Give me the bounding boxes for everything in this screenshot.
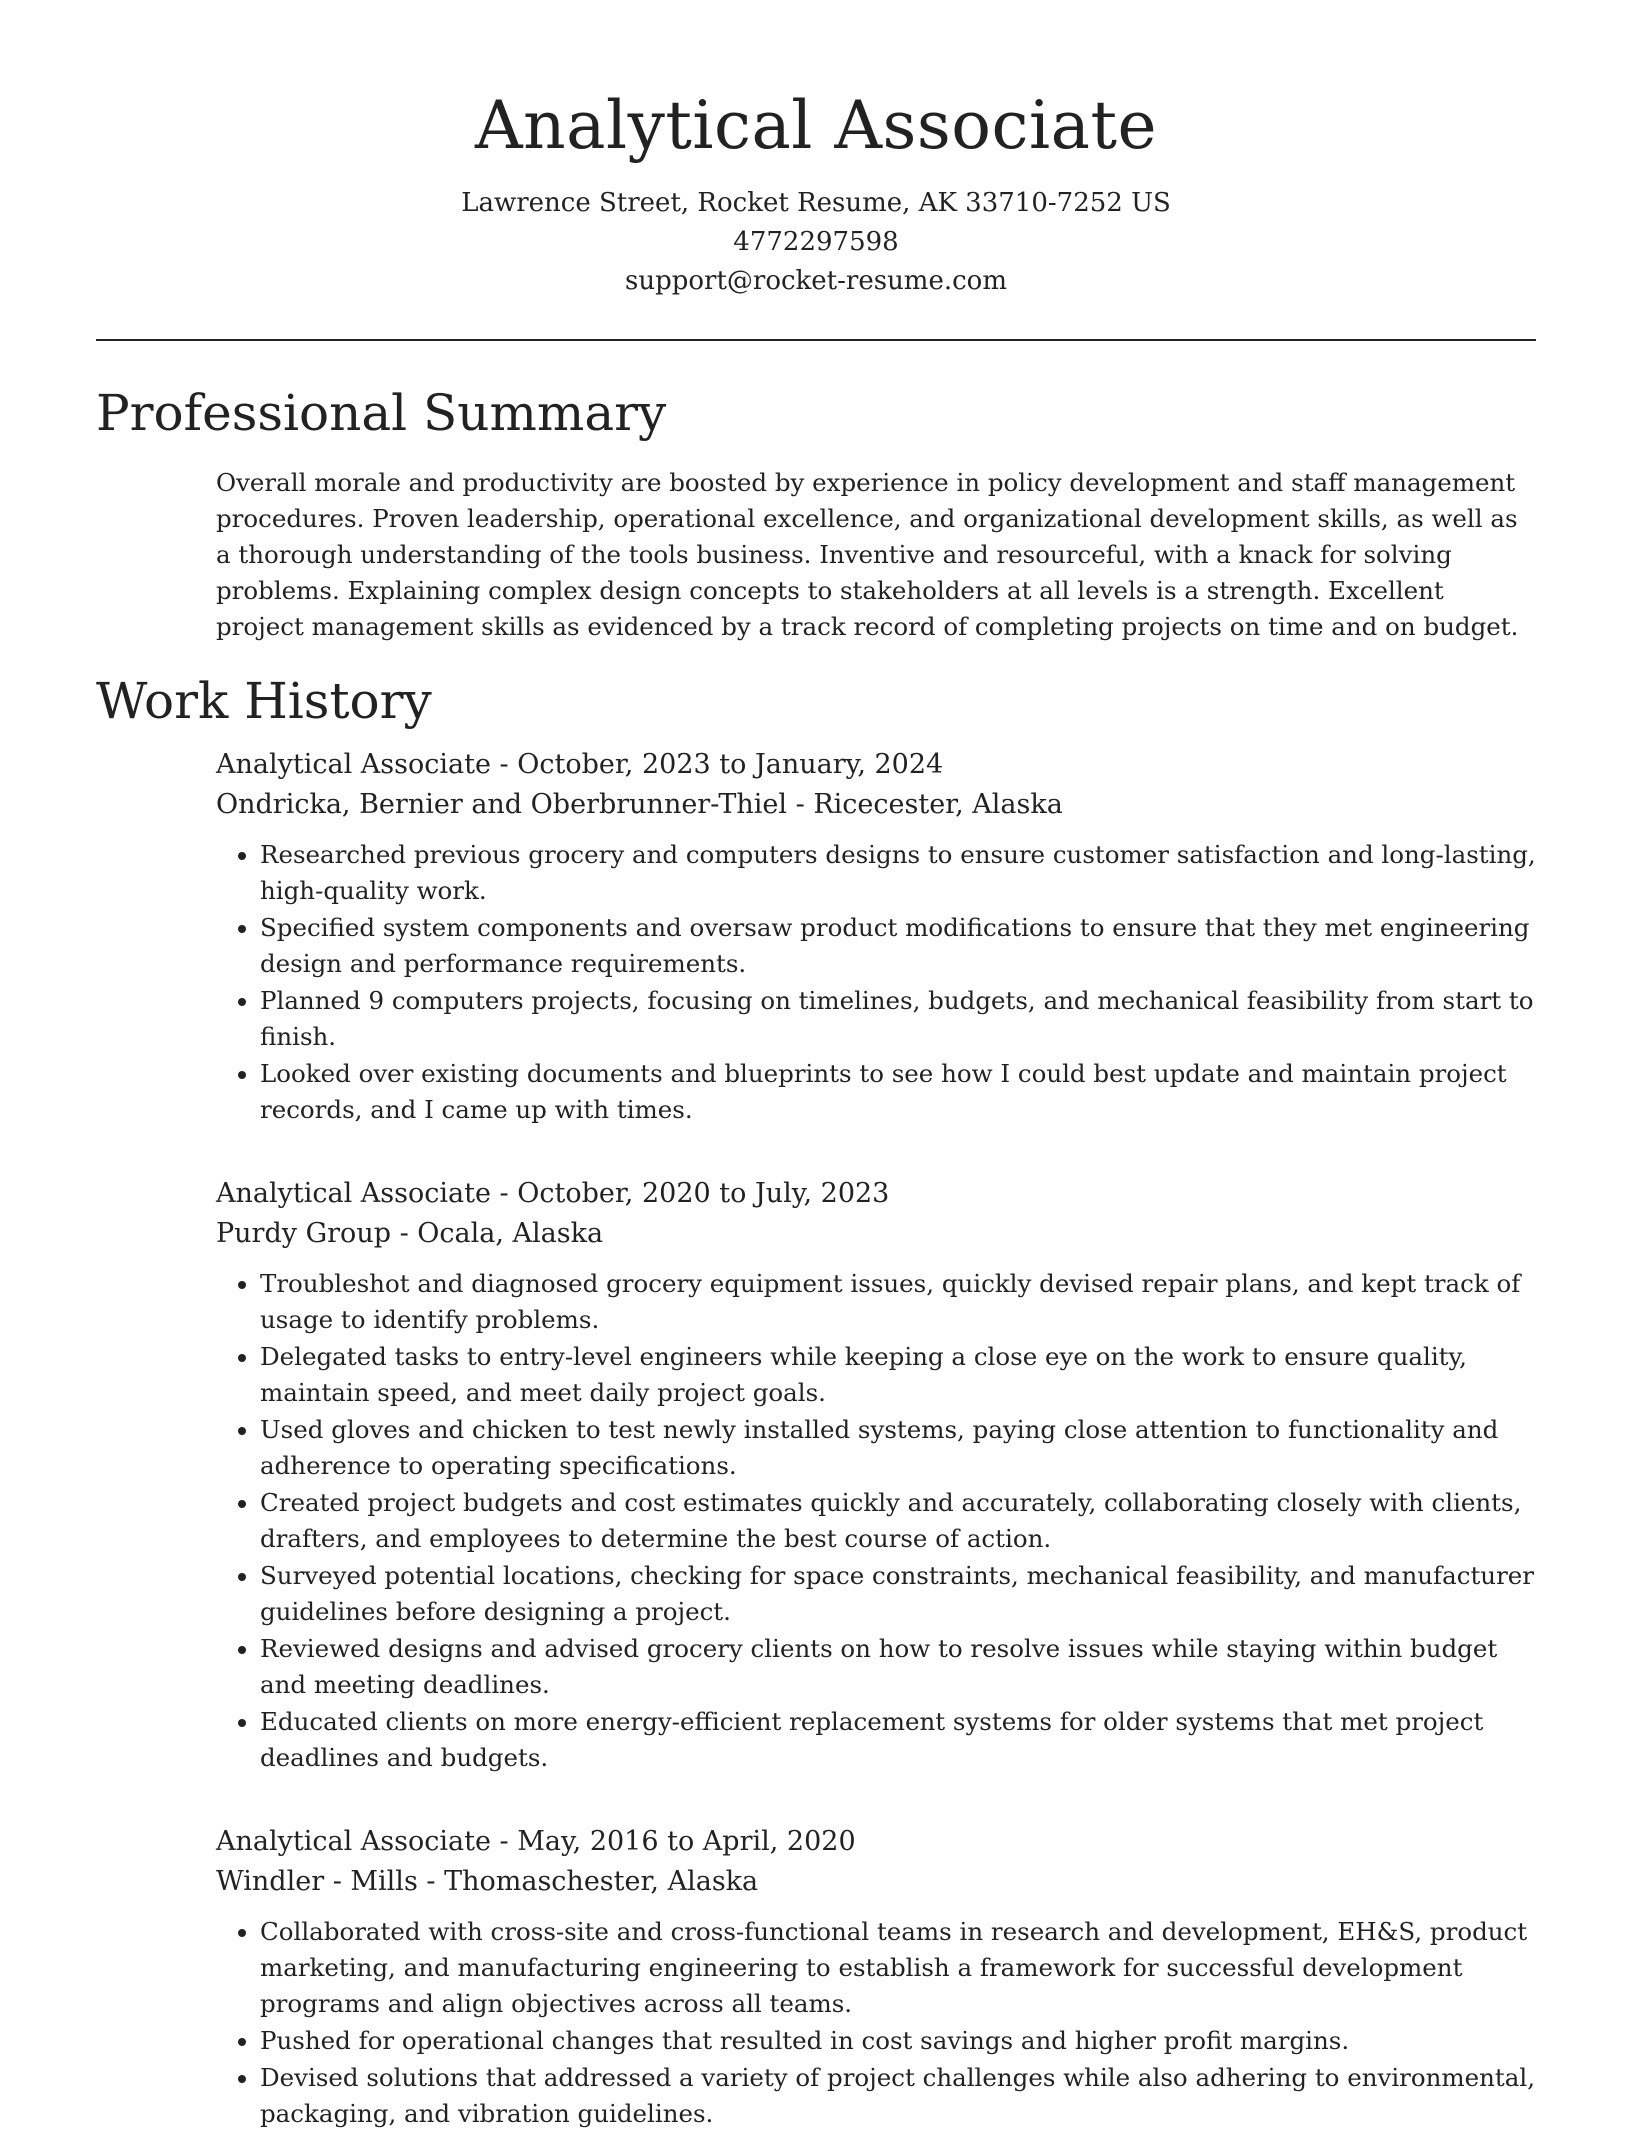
job-title-line: [216, 1822, 1536, 1862]
summary-text: Overall morale and productivity are boosted by experience in policy development and staff management procedures. Proven leadership, operational excellence, and organizational development skills, as well as a thorough understanding of the tools business. Inventive and resourceful, with a knack for solving problems. Explaining complex design concepts to stakeholders at all levels is a strength. Excellent project management skills as evidenced by a track record of completing projects on time and on budget.: [216, 468, 1519, 641]
bullet-item: • Specified system components and oversaw product modifications to ensure that they met engineering design and performance requirements.: [260, 910, 1536, 982]
bullet-item: • Surveyed potential locations, checking for space constraints, mechanical feasibility, and manufacturer guidelines before designing a project.: [260, 1558, 1536, 1630]
contact-info: [96, 184, 1536, 301]
job-dates: - May, 2016 to April, 2020: [490, 1826, 856, 1857]
job-company-line: [216, 785, 1536, 825]
job-list: [96, 745, 1536, 2132]
job-company: Purdy Group: [216, 1218, 391, 1249]
bullet-item: • Troubleshot and diagnosed grocery equipment issues, quickly devised repair plans, and kept track of usage to identify problems.: [260, 1266, 1536, 1338]
bullet-item: • Collaborated with cross-site and cross-functional teams in research and development, EH&S, product marketing, and manufacturing engineering to establish a framework for successful development programs and align objectives across all teams.: [260, 1914, 1536, 2022]
job-company: Ondricka, Bernier and Oberbrunner-Thiel: [216, 789, 788, 820]
job-role: Analytical Associate: [216, 1826, 491, 1857]
bullet-item: • Devised solutions that addressed a variety of project challenges while also adhering to environmental, packaging, and vibration guidelines.: [260, 2060, 1536, 2132]
job-company-line: [216, 1862, 1536, 1902]
work-history-heading: Work History: [96, 672, 432, 730]
bullet-item: • Created project budgets and cost estimates quickly and accurately, collaborating closely with clients, drafters, and employees to determine the best course of action.: [260, 1485, 1536, 1557]
bullet-item: • Educated clients on more energy-efficient replacement systems for older systems that met project deadlines and budgets.: [260, 1704, 1536, 1776]
bullet-item: • Used gloves and chicken to test newly installed systems, paying close attention to functionality and adherence to operating specifications.: [260, 1412, 1536, 1484]
job-entry: [216, 1822, 1536, 2132]
job-company: Windler - Mills: [216, 1866, 418, 1897]
summary-heading: Professional Summary: [96, 384, 667, 442]
job-bullets: [216, 1266, 1536, 1776]
job-title-line: [216, 1174, 1536, 1214]
bullet-item: • Reviewed designs and advised grocery clients on how to resolve issues while staying within budget and meeting deadlines.: [260, 1631, 1536, 1703]
address: Lawrence Street, Rocket Resume, AK 33710-7252 US: [461, 188, 1171, 218]
email: support@rocket-resume.com: [624, 266, 1007, 296]
job-entry: [216, 745, 1536, 1128]
resume-header: [96, 0, 1536, 301]
job-bullets: [216, 1914, 1536, 2132]
job-location: - Ricecester, Alaska: [787, 789, 1063, 820]
job-role: Analytical Associate: [216, 1178, 491, 1209]
bullet-item: • Researched previous grocery and computers designs to ensure customer satisfaction and long-lasting, high-quality work.: [260, 837, 1536, 909]
job-title-line: [216, 745, 1536, 785]
bullet-item: • Planned 9 computers projects, focusing on timelines, budgets, and mechanical feasibility from start to finish.: [260, 983, 1536, 1055]
job-location: - Thomaschester, Alaska: [417, 1866, 759, 1897]
job-location: - Ocala, Alaska: [391, 1218, 604, 1249]
bullet-item: • Looked over existing documents and blueprints to see how I could best update and maintain project records, and I came up with times.: [260, 1056, 1536, 1128]
candidate-name: Analytical Associate: [474, 87, 1158, 164]
job-company-line: [216, 1214, 1536, 1254]
phone: 4772297598: [733, 227, 899, 257]
job-bullets: [216, 837, 1536, 1128]
job-role: Analytical Associate: [216, 749, 491, 780]
job-entry: [216, 1174, 1536, 1776]
bullet-item: • Delegated tasks to entry-level engineers while keeping a close eye on the work to ensure quality, maintain speed, and meet daily project goals.: [260, 1339, 1536, 1411]
job-dates: - October, 2020 to July, 2023: [490, 1178, 890, 1209]
bullet-item: • Pushed for operational changes that resulted in cost savings and higher profit margins.: [260, 2023, 1536, 2059]
job-dates: - October, 2023 to January, 2024: [490, 749, 944, 780]
header-divider: [96, 339, 1536, 341]
